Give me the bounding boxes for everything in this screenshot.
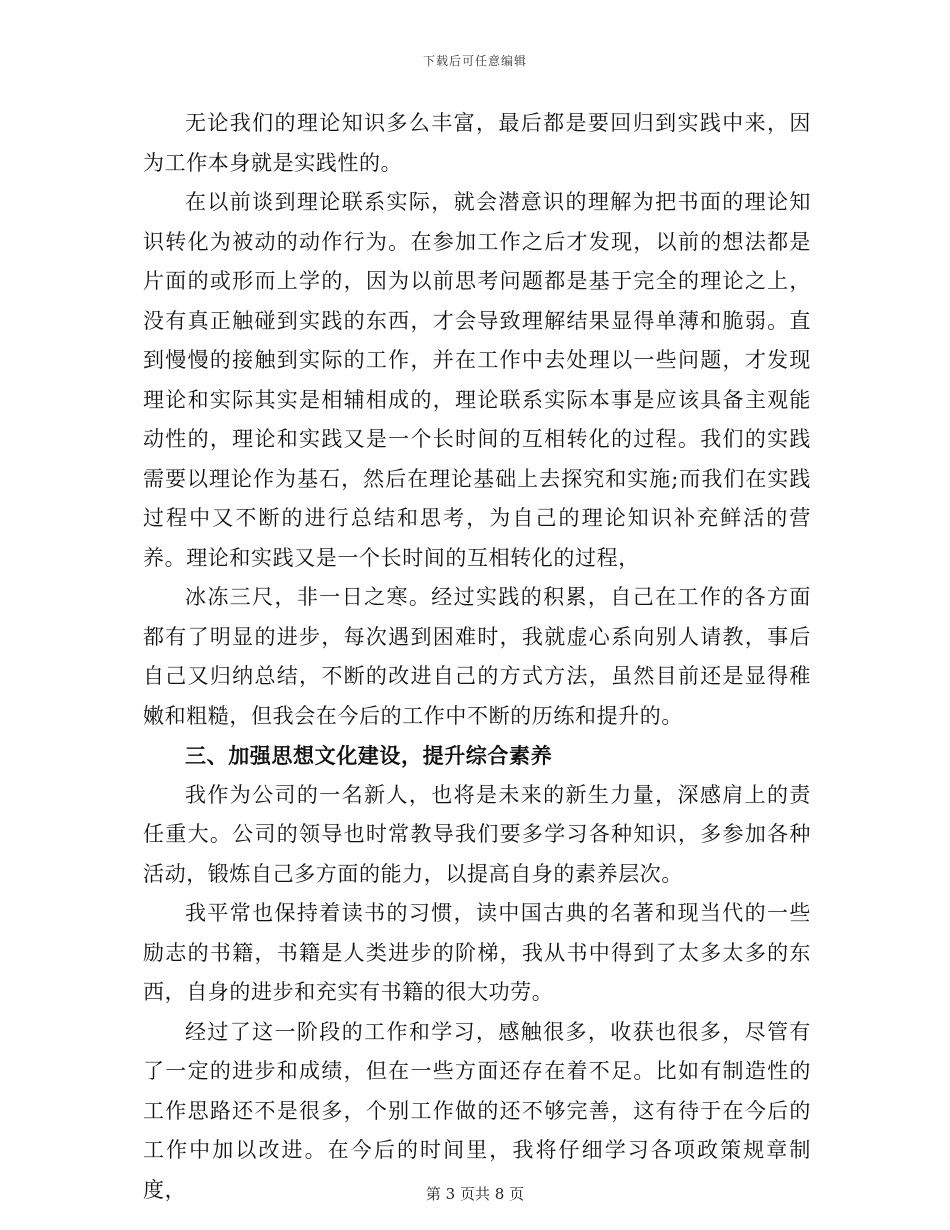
page-footer: 第 3 页共 8 页 — [425, 1185, 525, 1203]
document-body — [143, 104, 811, 1210]
paragraph-4: 我作为公司的一名新人，也将是未来的新生力量，深感肩上的责任重大。公司的领导也时常教导我们要多学习各种知识，多参加各种活动，锻炼自己多方面的能力，以提高自身的素养层次。 — [143, 782, 811, 886]
paragraph-6: 经过了这一阶段的工作和学习，感触很多，收获也很多，尽管有了一定的进步和成绩，但在一些方面还存在着不足。比如有制造性的工作思路还不是很多，个别工作做的还不够完善，这有待于在今后的工作中加以改进。在今后的时间里，我将仔细学习各项政策规章制度， — [143, 1019, 811, 1202]
paragraph-3: 冰冻三尺，非一日之寒。经过实践的积累，自己在工作的各方面都有了明显的进步，每次遇到困难时，我就虚心系向别人请教，事后自己又归纳总结，不断的改进自己的方式方法，虽然目前还是显得稚嫩和粗糙，但我会在今后的工作中不断的历练和提升的。 — [143, 585, 811, 728]
paragraph-2: 在以前谈到理论联系实际，就会潜意识的理解为把书面的理论知识转化为被动的动作行为。在参加工作之后才发现，以前的想法都是片面的或形而上学的，因为以前思考问题都是基于完全的理论之上，没有真正触碰到实践的东西，才会导致理解结果显得单薄和脆弱。直到慢慢的接触到实际的工作，并在工作中去处理以一些问题，才发现理论和实际其实是相辅相成的，理论联系实际本事是应该具备主观能动性的，理论和实践又是一个长时间的互相转化的过程。我们的实践需要以理论作为基石，然后在理论基础上去探究和实施;而我们在实践过程中又不断的进行总结和思考，为自己的理论知识补充鲜活的营养。理论和实践又是一个长时间的互相转化的过程， — [143, 190, 811, 570]
paragraph-5: 我平常也保持着读书的习惯，读中国古典的名著和现当代的一些励志的书籍，书籍是人类进步的阶梯，我从书中得到了太多太多的东西，自身的进步和充实有书籍的很大功劳。 — [143, 901, 811, 1004]
page-header: 下载后可任意编辑 — [422, 54, 527, 68]
paragraph-1: 无论我们的理论知识多么丰富，最后都是要回归到实践中来，因为工作本身就是实践性的。 — [143, 111, 811, 175]
section-heading: 三、加强思想文化建设，提升综合素养 — [185, 743, 553, 768]
